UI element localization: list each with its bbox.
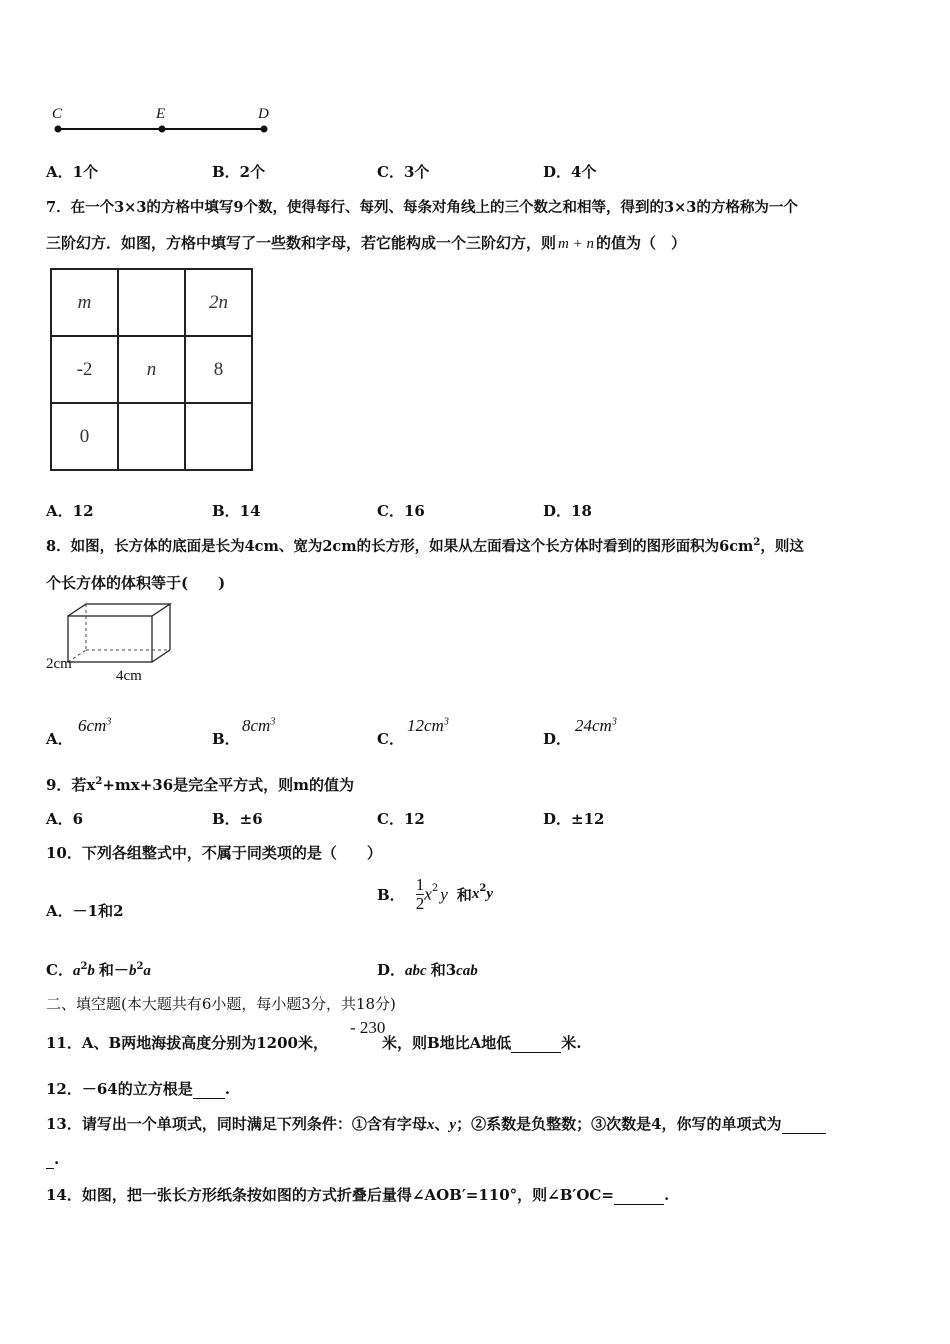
q14-end: . [663,1186,670,1204]
q9-option-d: D．±12 [543,810,605,828]
fraction-numerator: 1 [415,875,425,894]
fraction-denominator: 2 [415,894,425,913]
q10-c-sup1: 2 [80,961,88,972]
q8-option-c-letter: C． [377,730,404,748]
q10-c-b2: b [128,963,137,979]
q7-option-c: C．16 [377,502,425,520]
q10-c-a: a [72,963,81,979]
q7-line1: 7．在一个3×3的方格中填写9个数，使得每行、每列、每条对角线上的三个数之和相等，得到的3×3的方格称为一个 [46,199,798,216]
q8-option-d-letter: D． [543,730,572,748]
q6-option-b: B．2个 [212,163,266,181]
q14-stem [46,1184,669,1205]
q9-option-c: C．12 [377,810,425,828]
q7-option-d: D．18 [543,502,592,520]
q8-option-b-num: 8cm [242,716,271,735]
q10-option-b-last-sup: 2 [479,883,487,894]
grid-cell [185,403,252,470]
q10-c-and: 和－ [98,961,129,979]
q8-option-b-value [242,716,275,736]
q10-option-c-letter: C． [46,961,73,979]
q10-term-y: y [440,884,448,904]
q8-line2: 个长方体的体积等于( ) [46,574,226,592]
q8-option-d-num: 24cm [575,716,612,735]
q10-fraction [416,876,425,913]
q8-option-a-sup: 3 [106,716,112,728]
q11-text-a: 11．A、B两地海拔高度分别为1200米， [46,1034,328,1052]
q13-x: x [426,1117,435,1133]
q11-answer-blank[interactable] [511,1034,561,1053]
q8-option-c-value [407,716,449,736]
q7-line2a: 三阶幻方．如图，方格中填写了一些数和字母，若它能构成一个三阶幻方，则 [46,234,557,252]
q10-option-b [377,876,493,913]
grid-cell: -2 [51,336,118,403]
q10-option-b-letter: B． [377,886,405,904]
q7-line2b: 的值为（ ） [595,234,686,252]
q14-answer-blank[interactable] [614,1186,664,1205]
q8-option-b-letter: B． [212,730,240,748]
q7-option-a: A．12 [46,502,94,520]
q11-text-b: 米，则B地比A地低 [381,1034,512,1052]
q8-line1b: ，则这 [760,538,804,555]
grid-cell: 8 [185,336,252,403]
q13-text-c: . [54,1150,60,1168]
q8-option-a-num: 6cm [78,716,107,735]
q10-option-d-letter: D． [377,961,406,979]
cuboid-width-label: 2cm [46,656,72,672]
q8-line1 [46,535,804,556]
q12-text-a: 12．－64的立方根是 [46,1080,193,1098]
q8-option-b-sup: 3 [270,716,276,728]
q9-option-b: B．±6 [212,810,263,828]
q10-c-sup2: 2 [136,961,144,972]
magic-square-grid [50,268,253,471]
label-d: D [258,106,269,122]
q13-text-a: 13．请写出一个单项式，同时满足下列条件：①含有字母 [46,1115,427,1133]
grid-cell [118,269,185,336]
q10-term-x: x [424,884,432,904]
grid-cell: 0 [51,403,118,470]
q8-option-a-letter: A． [46,730,73,748]
q13-y: y [449,1117,457,1133]
q11-stem [46,1032,582,1053]
q13-stem [46,1113,826,1134]
q10-option-d [377,959,478,980]
cuboid-right-bottom [152,650,170,662]
q7-line2 [46,232,686,253]
q10-d-abc: abc [405,963,427,979]
q8-option-a-value [78,716,111,736]
label-c: C [52,106,63,122]
grid-cell [118,403,185,470]
q13-line2 [46,1150,59,1169]
q12-answer-blank[interactable] [193,1080,225,1099]
q6-option-c: C．3个 [377,163,430,181]
q13-answer-blank-cont[interactable] [46,1150,54,1169]
q13-text-b: ；②系数是负整数；③次数是4，你写的单项式为 [456,1115,782,1133]
point-d [261,126,268,133]
q9-text-b: +mx+36是完全平方式，则m的值为 [102,776,355,794]
grid-cell: m [51,269,118,336]
q10-d-cab: cab [456,963,478,979]
q8-line1a: 8．如图，长方体的底面是长为4cm、宽为2cm的长方形，如果从左面看这个长方体时看到的图形面积为6cm [46,538,754,555]
q10-c-a2: a [143,963,151,979]
q8-option-c-num: 12cm [407,716,444,735]
cuboid-front [68,616,152,662]
q11-text-c: 米. [561,1034,582,1052]
q9-option-a: A．6 [46,810,84,828]
q14-text: 14．如图，把一张长方形纸条按如图的方式折叠后量得∠AOB′=110°，则∠B′OC= [46,1186,614,1204]
q10-option-c [46,959,151,980]
q8-line1-sup: 2 [753,537,761,549]
label-e: E [156,106,166,122]
grid-cell-value: 2n [209,291,228,313]
q10-d-and: 和3 [430,961,457,979]
q13-answer-blank[interactable] [782,1115,826,1134]
q9-sup: 2 [95,776,103,787]
grid-cell [185,269,252,336]
q7-expr: m + n [558,236,594,252]
section-2-heading: 二、填空题(本大题共有6小题，每小题3分，共18分) [46,995,396,1013]
cuboid-top [68,604,170,616]
q10-term-sup: 2 [431,883,439,894]
q6-option-d: D．4个 [543,163,597,181]
q9-stem [46,774,354,795]
q10-option-b-last-x: x [471,886,480,902]
q8-option-c-sup: 3 [443,716,449,728]
q13-sep: 、 [434,1115,450,1133]
q11-value: - 230 [350,1018,386,1037]
q12-stem [46,1078,230,1099]
point-e [159,126,166,133]
q9-text-a: 9．若x [46,776,96,794]
q10-option-b-last-y: y [486,886,493,902]
q10-option-a: A．－1和2 [46,902,124,920]
point-c [55,126,62,133]
q10-option-b-and: 和 [456,886,472,904]
q7-option-b: B．14 [212,502,261,520]
q8-option-d-value [575,716,617,736]
grid-cell: n [118,336,185,403]
q6-option-a: A．1个 [46,163,99,181]
q8-option-d-sup: 3 [611,716,617,728]
q12-text-b: . [224,1080,230,1098]
q10-title: 10．下列各组整式中，不属于同类项的是（ ） [46,844,382,862]
cuboid-length-label: 4cm [116,668,142,684]
cuboid-figure [64,600,176,670]
q10-c-b: b [87,963,95,979]
